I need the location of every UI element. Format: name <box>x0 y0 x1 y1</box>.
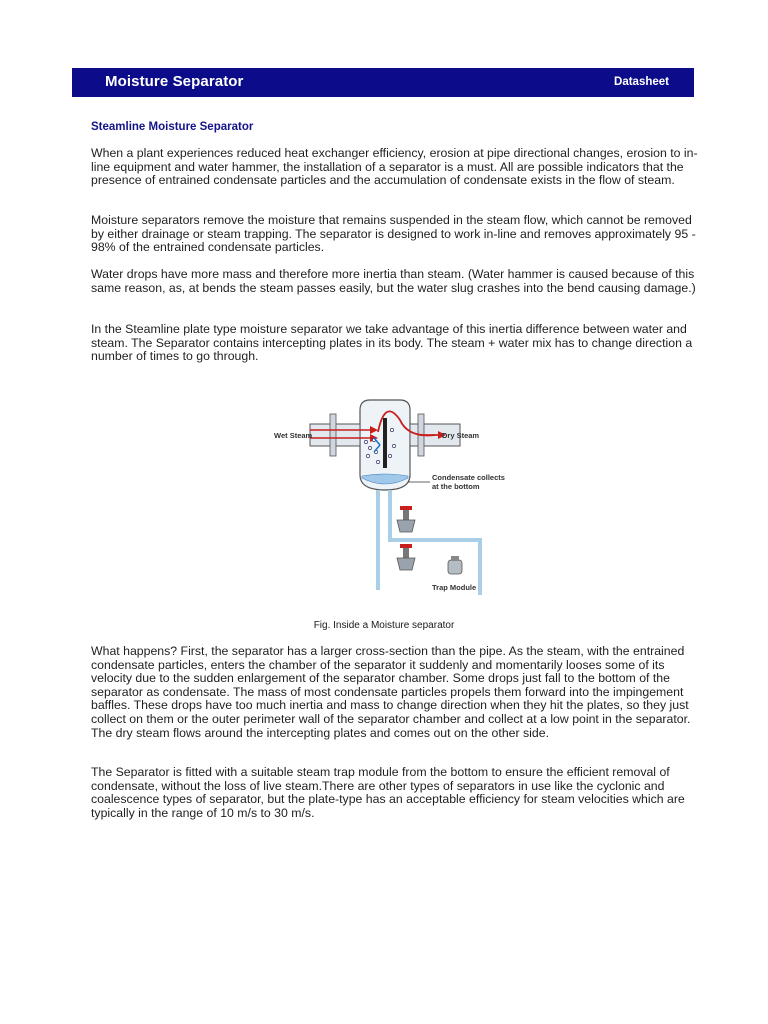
paragraph-intro: When a plant experiences reduced heat exchanger efficiency, erosion at pipe directional changes, erosion to in-line equipment and water hammer, the installation of a separator is a must. All are possible indicators that the presence of entrained condensate particles and the accumulation of condensate exists in the flow of steam. <box>91 146 698 188</box>
trap-module-label: Trap Module <box>432 583 477 592</box>
paragraph-plate-type: In the Steamline plate type moisture separator we take advantage of this inertia difference between water and steam. The Separator contains intercepting plates in its body. The steam + water mix has to change direction a number of times to go through. <box>91 322 693 364</box>
paragraph-inertia: Water drops have more mass and therefore more inertia than steam. (Water hammer is caused because of this same reason, as, at bends the steam passes easily, but the water slug crashes into the bend causing damage.) <box>91 267 696 295</box>
wet-steam-label: Wet Steam <box>274 431 313 440</box>
section-title: Steamline Moisture Separator <box>91 121 254 133</box>
datasheet-label: Datasheet <box>614 76 669 88</box>
dry-steam-label: Dry Steam <box>442 431 480 440</box>
isolation-valve <box>397 520 415 532</box>
condensate-label: Condensate collects <box>432 473 505 482</box>
paragraph-what-happens: What happens? First, the separator has a larger cross-section than the pipe. As the steam, with the entrained condensate particles, enters the chamber of the separator it suddenly and momentarily looses some of its velocity due to the sudden enlargement of the separator chamber. Some drops just fall to the bottom of the separator as condensate. The mass of most condensate particles propels them forward into the impingement baffles. These drops have too much inertia and mass to change direction when they hit the plates, so they just collect on them or the outer perimeter wall of the separator chamber and collect at a low point in the separator. The dry steam flows around the intercepting plates and comes out on the other side. <box>91 644 691 740</box>
isolation-valve-2 <box>397 558 415 570</box>
page-title: Moisture Separator <box>105 73 244 90</box>
condensate-label-2: at the bottom <box>432 482 480 491</box>
intercepting-plate <box>383 418 387 468</box>
inlet-flange <box>330 414 336 456</box>
paragraph-function: Moisture separators remove the moisture that remains suspended in the steam flow, which cannot be removed by either drainage or steam trapping. The separator is designed to work in-line and removes approximately 95 - 98% of the entrained condensate particles. <box>91 213 696 255</box>
trap-module <box>448 560 462 574</box>
paragraph-trap-module: The Separator is fitted with a suitable steam trap module from the bottom to ensure the efficient removal of condensate, without the loss of live steam.There are other types of separators in use like the cyclonic and coalescence types of separator, but the plate-type has an acceptable efficiency for steam velocities which are typically in the range of 10 m/s to 30 m/s. <box>91 765 685 820</box>
separator-diagram <box>270 390 510 602</box>
valve-handle <box>400 506 412 510</box>
figure-caption: Fig. Inside a Moisture separator <box>313 620 455 631</box>
bypass-pipe <box>390 490 480 595</box>
header-bar <box>72 68 694 97</box>
